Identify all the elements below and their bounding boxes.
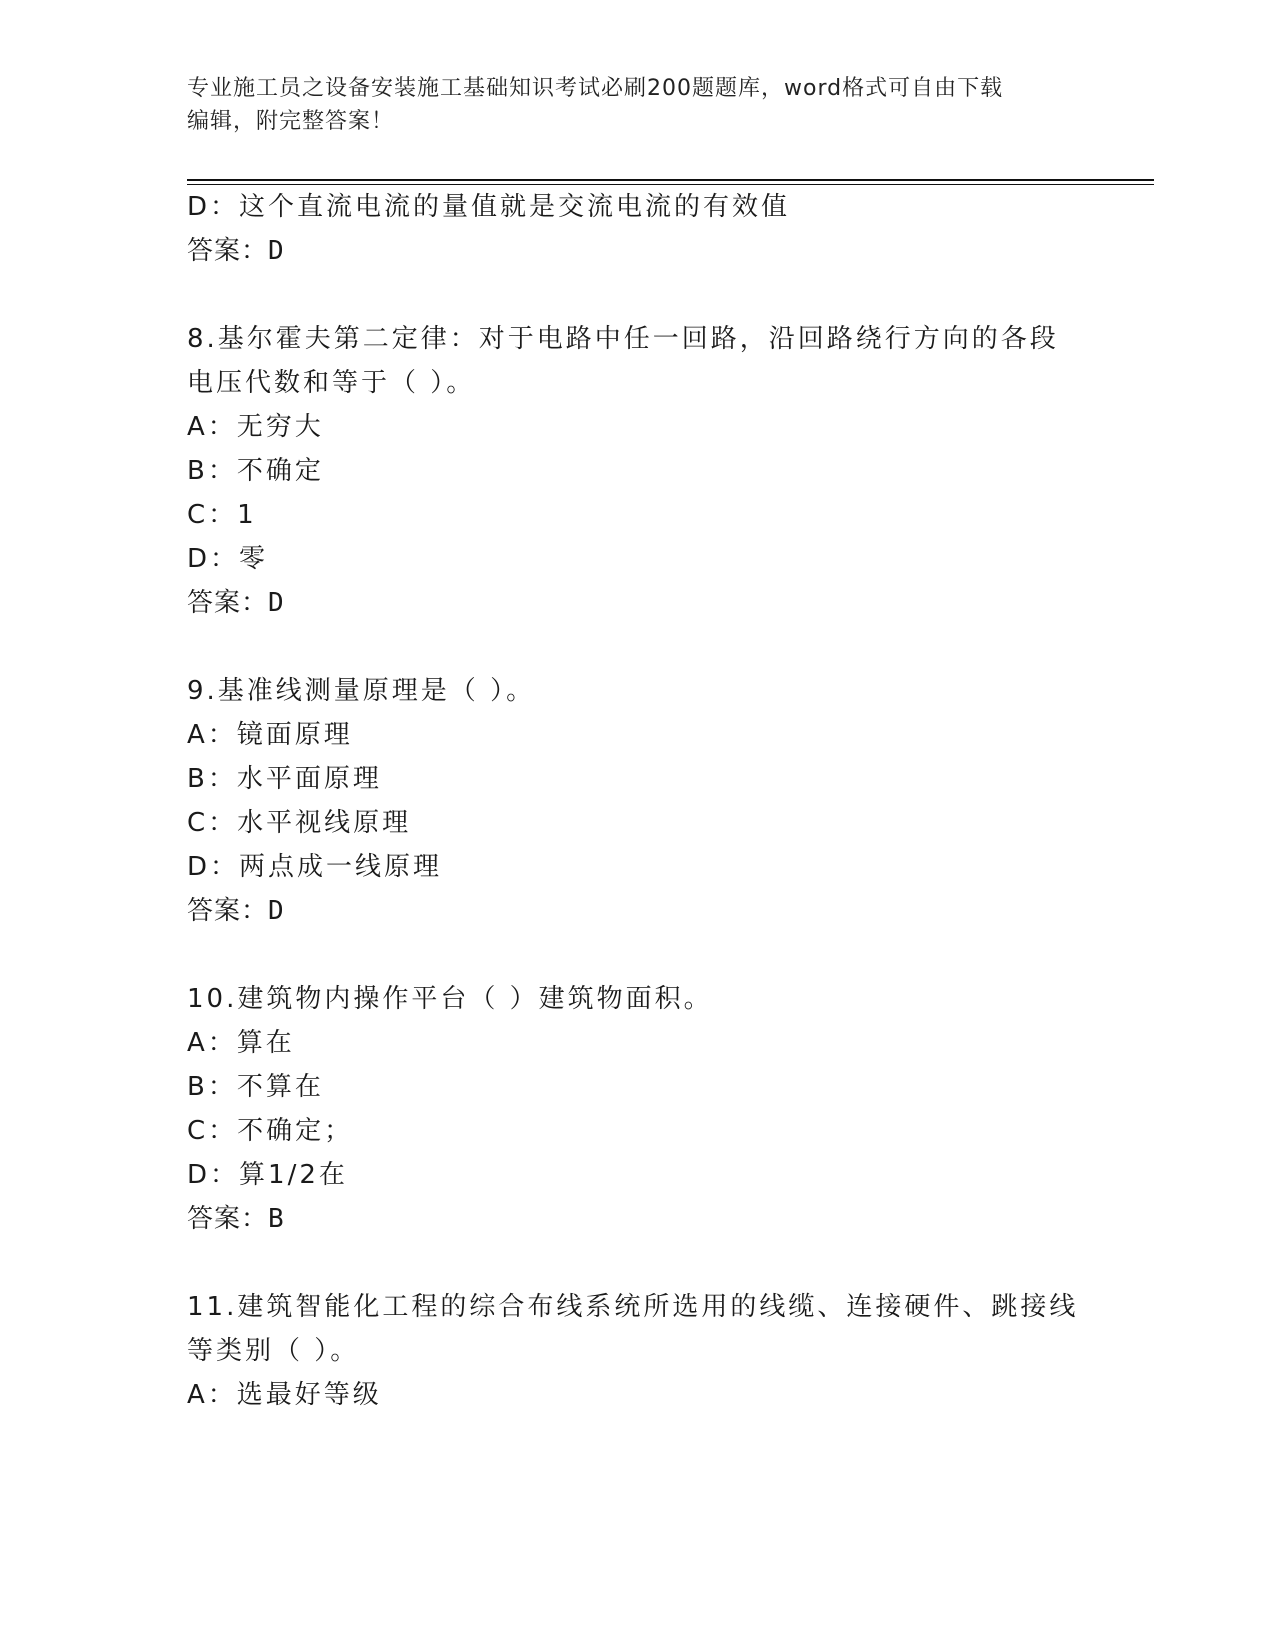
q8-option-a: A：无穷大: [187, 412, 324, 442]
q10-option-c: C：不确定；: [187, 1116, 354, 1146]
q10-answer: 答案：B: [187, 1204, 285, 1234]
prev-answer: 答案：D: [187, 236, 285, 266]
q10-option-a: A：算在: [187, 1028, 295, 1058]
q11-option-a: A：选最好等级: [187, 1380, 382, 1410]
q9-option-d: D：两点成一线原理: [187, 852, 443, 882]
q9-answer: 答案：D: [187, 896, 285, 926]
header-title-line-1: 专业施工员之设备安装施工基础知识考试必刷200题题库，word格式可自由下载: [187, 76, 1004, 101]
q9-stem-line-1: 9.基准线测量原理是（ ）。: [187, 676, 536, 706]
q8-stem-line-2: 电压代数和等于（ ）。: [187, 368, 476, 398]
q10-stem-line-1: 10.建筑物内操作平台（ ）建筑物面积。: [187, 984, 713, 1014]
q8-option-b: B：不确定: [187, 456, 324, 486]
q9-option-c: C：水平视线原理: [187, 808, 412, 838]
header-title-line-2: 编辑，附完整答案！: [187, 109, 395, 134]
q11-stem-line-1: 11.建筑智能化工程的综合布线系统所选用的线缆、连接硬件、跳接线: [187, 1292, 1079, 1322]
prev-option-d: D：这个直流电流的量值就是交流电流的有效值: [187, 192, 791, 222]
q10-option-b: B：不算在: [187, 1072, 324, 1102]
q8-option-c: C：1: [187, 500, 257, 530]
q11-stem-line-2: 等类别（ ）。: [187, 1336, 360, 1366]
q9-option-a: A：镜面原理: [187, 720, 353, 750]
q8-stem-line-1: 8.基尔霍夫第二定律：对于电路中任一回路，沿回路绕行方向的各段: [187, 324, 1059, 354]
document-header: [187, 72, 1087, 138]
header-divider-thin: [187, 184, 1154, 185]
header-divider-thick: [187, 179, 1154, 181]
q8-answer: 答案：D: [187, 588, 285, 618]
q10-option-d: D：算1/2在: [187, 1160, 348, 1190]
q9-option-b: B：水平面原理: [187, 764, 382, 794]
q8-option-d: D：零: [187, 544, 269, 574]
